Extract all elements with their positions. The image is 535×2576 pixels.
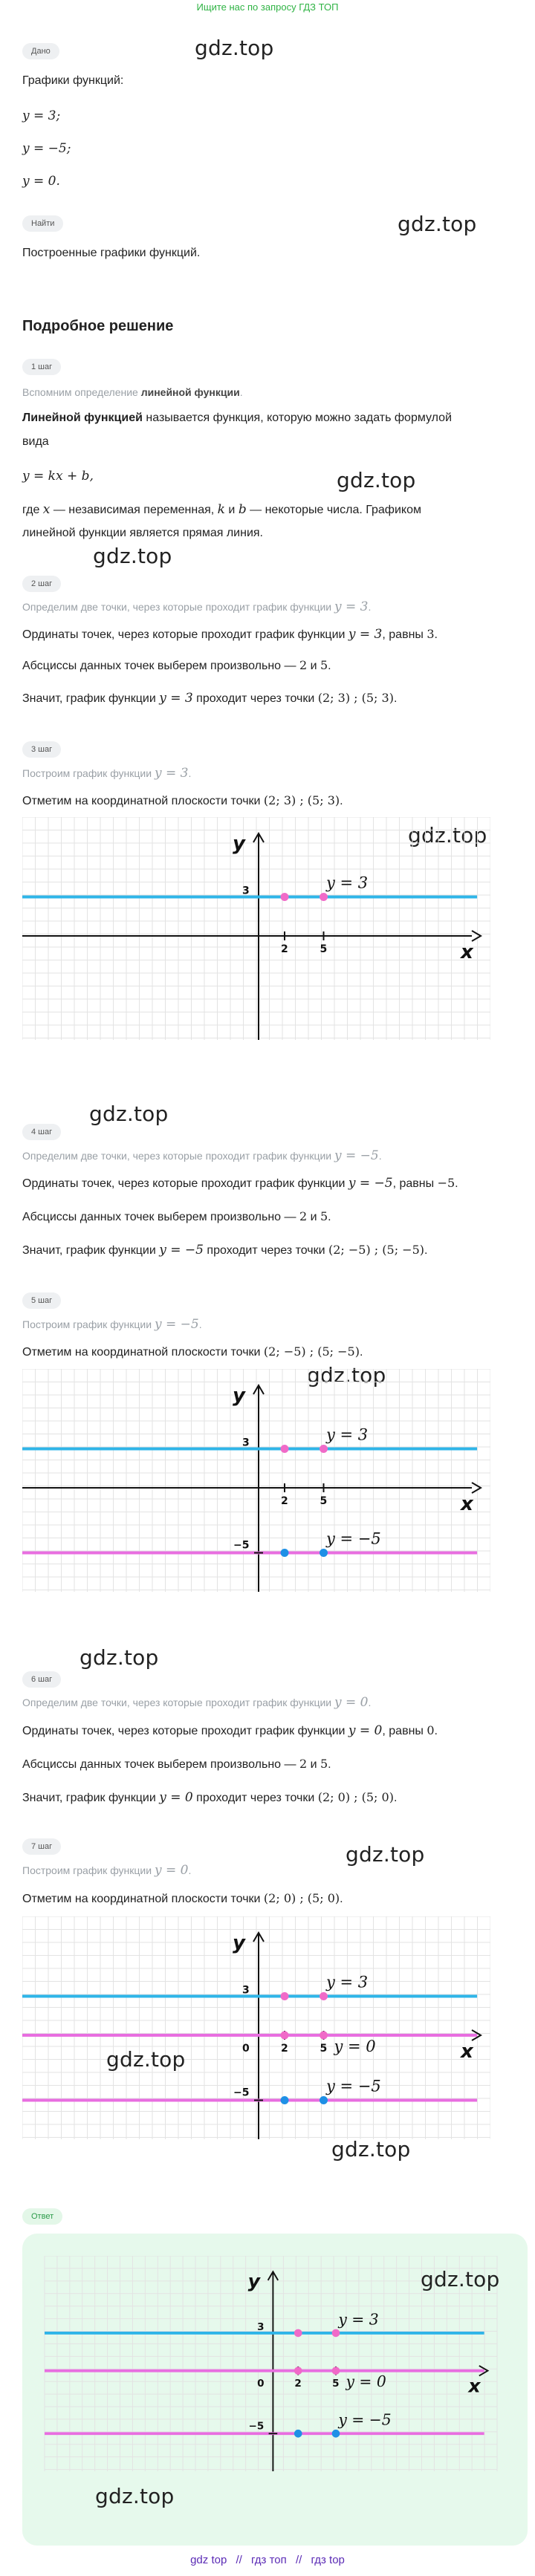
- watermark: gdz.top: [398, 212, 477, 236]
- step6-badge: 6 шаг: [22, 1671, 61, 1688]
- step1-formula: y = kx + b,: [22, 469, 94, 484]
- step5-line: Отметим на координатной плоскости точки (2; −5) ; (5; −5).: [22, 1344, 363, 1359]
- x-tick-label-5: 5: [320, 943, 328, 955]
- graph-point: [294, 2367, 302, 2375]
- step4-hint: Определим две точки, через которые проходит график функции y = −5.: [22, 1148, 382, 1163]
- graph-point: [332, 2329, 340, 2338]
- y-tick-label-3: 3: [242, 885, 250, 897]
- graph-point: [320, 2032, 328, 2040]
- step7-badge: 7 шаг: [22, 1838, 61, 1855]
- x-axis-label: x: [461, 2040, 473, 2063]
- step6-line3: Значит, график функции y = 0 проходит через точки (2; 0) ; (5; 0).: [22, 1790, 398, 1805]
- graph-label: y = −5: [326, 1529, 381, 1548]
- watermark: gdz.top: [346, 1842, 425, 1867]
- x-axis-arrow: [472, 931, 481, 941]
- step6-line2: Абсциссы данных точек выберем произвольно — 2 и 5.: [22, 1757, 331, 1771]
- step1-where-2: линейной функции является прямая линия.: [22, 527, 263, 539]
- graph-point: [320, 1445, 328, 1453]
- graph-point: [294, 2329, 302, 2338]
- y-tick-label-3: 3: [257, 2321, 265, 2334]
- graph-point: [281, 2096, 289, 2104]
- footer-links: [0, 2554, 535, 2566]
- x-tick-label-5: 5: [320, 1495, 328, 1507]
- graph-label: y = 0: [346, 2372, 386, 2390]
- step2-line3: Значит, график функции y = 3 проходит через точки (2; 3) ; (5; 3).: [22, 691, 398, 706]
- graph-point: [281, 1445, 289, 1453]
- given-f2: y = −5;: [22, 141, 71, 156]
- y-tick-label-m5: −5: [233, 2087, 250, 2099]
- watermark: gdz.top: [89, 1102, 169, 1126]
- step1-badge: 1 шаг: [22, 359, 61, 375]
- graph-point: [332, 2367, 340, 2375]
- footer-link-a[interactable]: gdz top: [190, 2554, 227, 2566]
- given-badge: Дано: [22, 43, 59, 59]
- y-tick-label-3: 3: [242, 1437, 250, 1449]
- x-tick-label-5: 5: [320, 2043, 328, 2055]
- graph-point: [281, 1549, 289, 1557]
- graph-point: [320, 893, 328, 901]
- step4-line3: Значит, график функции y = −5 проходит через точки (2; −5) ; (5; −5).: [22, 1243, 428, 1258]
- origin-label: 0: [257, 2377, 265, 2390]
- y-tick-label-3: 3: [242, 1984, 250, 1997]
- y-axis-label: y: [233, 1932, 245, 1954]
- x-tick-label-2: 2: [281, 1495, 288, 1507]
- given-intro: Графики функций:: [22, 74, 124, 87]
- answer-badge: Ответ: [22, 2208, 62, 2225]
- x-axis-label: x: [461, 1493, 473, 1515]
- top-banner[interactable]: Ищите нас по запросу ГДЗ ТОП: [196, 1, 339, 13]
- graph-label: y = 3: [326, 1425, 369, 1444]
- origin-label: 0: [242, 2043, 250, 2055]
- watermark: gdz.top: [307, 1363, 386, 1388]
- graph-point: [320, 1992, 328, 2000]
- graph-point: [332, 2430, 340, 2438]
- watermark: gdz.top: [93, 544, 172, 568]
- step1-hint: Вспомним определение линейной функции.: [22, 386, 243, 398]
- graph-step5: [22, 1369, 490, 1592]
- graph-point: [320, 2096, 328, 2104]
- graph-label: y = −5: [326, 2077, 381, 2095]
- step6-hint: Определим две точки, через которые проходит график функции y = 0.: [22, 1695, 372, 1710]
- step3-line: Отметим на координатной плоскости точки (2; 3) ; (5; 3).: [22, 793, 343, 807]
- watermark: gdz.top: [421, 2267, 500, 2292]
- footer-sep: //: [295, 2554, 302, 2566]
- watermark: gdz.top: [337, 468, 416, 492]
- step3-badge: 3 шаг: [22, 741, 61, 758]
- step1-definition: Линейной функцией называется функция, которую можно задать формулой: [22, 412, 453, 424]
- given-f1: y = 3;: [22, 108, 61, 123]
- watermark: gdz.top: [195, 36, 274, 60]
- graph-point: [320, 1549, 328, 1557]
- step2-hint: Определим две точки, через которые проходит график функции y = 3.: [22, 599, 372, 614]
- answer-box: [22, 2234, 528, 2546]
- x-axis-arrow: [472, 1483, 481, 1493]
- y-tick-label-m5: −5: [248, 2420, 265, 2433]
- step5-badge: 5 шаг: [22, 1292, 61, 1309]
- step2-line1: Ординаты точек, через которые проходит график функции y = 3, равны 3.: [22, 627, 438, 642]
- graph-point: [281, 1992, 289, 2000]
- y-tick-label-m5: −5: [233, 1539, 250, 1552]
- step7-line: Отметим на координатной плоскости точки (2; 0) ; (5; 0).: [22, 1891, 343, 1905]
- y-axis-label: y: [233, 1385, 245, 1407]
- graph-point: [281, 893, 289, 901]
- step1-definition-2: вида: [22, 435, 49, 448]
- footer-sep: //: [236, 2554, 242, 2566]
- step2-line2: Абсциссы данных точек выберем произвольно — 2 и 5.: [22, 658, 331, 672]
- step3-hint: Построим график функции y = 3.: [22, 766, 192, 781]
- step5-hint: Построим график функции y = −5.: [22, 1317, 202, 1332]
- graph-label: y = −5: [338, 2410, 392, 2429]
- footer-link-c[interactable]: гдз top: [311, 2554, 345, 2566]
- graph-label: y = 3: [326, 1973, 369, 1991]
- step1-where: где x — независимая переменная, k и b — некоторые числа. Графиком: [22, 502, 421, 517]
- x-tick-label-2: 2: [281, 2043, 288, 2055]
- x-axis-label: x: [461, 941, 473, 963]
- step7-hint: Построим график функции y = 0.: [22, 1863, 192, 1878]
- watermark: gdz.top: [95, 2484, 175, 2508]
- find-badge: Найти: [22, 215, 63, 232]
- footer-link-b[interactable]: гдз топ: [251, 2554, 287, 2566]
- x-axis-label: x: [468, 2375, 481, 2397]
- given-f3: y = 0.: [22, 174, 60, 189]
- step4-line2: Абсциссы данных точек выберем произвольно — 2 и 5.: [22, 1209, 331, 1223]
- graph-point: [281, 2032, 289, 2040]
- graph-step3: [22, 817, 490, 1040]
- step6-line1: Ординаты точек, через которые проходит график функции y = 0, равны 0.: [22, 1723, 438, 1738]
- step4-badge: 4 шаг: [22, 1124, 61, 1140]
- graph-step7: [22, 1916, 490, 2139]
- watermark: gdz.top: [331, 2137, 411, 2162]
- y-axis-label: y: [233, 833, 245, 855]
- x-tick-label-2: 2: [281, 943, 288, 955]
- graph-label: y = 0: [334, 2037, 376, 2055]
- graph-label: y = 3: [338, 2310, 379, 2329]
- step2-badge: 2 шаг: [22, 576, 61, 592]
- watermark: gdz.top: [106, 2047, 186, 2072]
- find-text: Построенные графики функций.: [22, 247, 201, 259]
- watermark: gdz.top: [80, 1645, 159, 1670]
- watermark: gdz.top: [408, 823, 487, 848]
- solution-title: Подробное решение: [22, 318, 174, 334]
- step4-line1: Ординаты точек, через которые проходит график функции y = −5, равны −5.: [22, 1176, 458, 1191]
- y-axis-label: y: [247, 2270, 260, 2292]
- x-tick-label-2: 2: [294, 2377, 302, 2390]
- x-tick-label-5: 5: [332, 2377, 340, 2390]
- graph-point: [294, 2430, 302, 2438]
- graph-label: y = 3: [326, 874, 369, 892]
